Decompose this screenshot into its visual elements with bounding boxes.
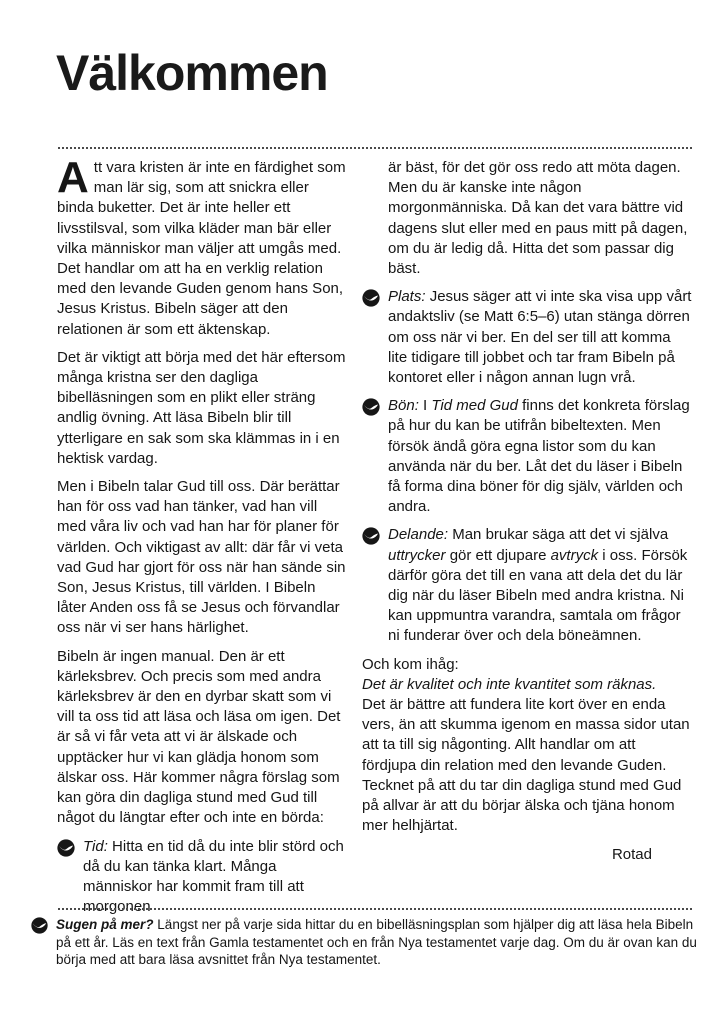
bullet-plats-body: Jesus säger att vi inte ska visa upp vårt andaktsliv (se Matt 6:5–6) utan stänga dörren om oss när vi ber. En del ser till att komma lite tidigare till jobbet och tar fram Bibeln på kontoret eller i någon annan lugn vrå.: [388, 288, 692, 387]
footer-body: Längst ner på varje sida hittar du en bibelläsningsplan som hjälper dig att läsa hela Bibeln på ett år. Läs en text från Gamla testamentet och en från Nya testamentet varje dag. Om du är ovan kan du börja med att bara läsa avsnittet från Nya testamentet.: [56, 917, 697, 967]
bullet-bon-label: Bön:: [388, 397, 419, 415]
bullet-tid-body: Hitta en tid då du inte blir störd och då du kan tänka klart. Många människor har kommit fram till att morgonen: [83, 837, 344, 916]
bullet-tid-continuation: är bäst, för det gör oss redo att möta dagen. Men du är kanske inte någon morgonmänniska. Då kan det vara bättre vid dagens slut eller med en paus mitt på dagen, om du är ledig då. Hitta det som passar dig bäst.: [388, 159, 688, 278]
bullet-tid-label: Tid:: [83, 837, 108, 855]
bullet-tid: [57, 837, 348, 918]
bullet-delande-t1: Man brukar säga att det vi själva: [452, 526, 669, 544]
leaf-circle-icon: [31, 917, 48, 934]
paragraph-god-speaks: Men i Bibeln talar Gud till oss. Där berättar han för oss vad han tänker, vad han vill med våra liv och vad han har för planer för världen. Och viktigast av allt: där får vi veta vad Gud har gjort för oss när han sände sin Son, Jesus Kristus, till världen. I Bibeln låter Anden oss få se Jesus och förvandlar oss när vi ser hans härlighet.: [57, 478, 346, 637]
remember-text: Det är bättre att fundera lite kort över en enda vers, än att skumma igenom en massa sidor utan att ta till sig någonting. Allt handlar om att fördjupa din relation med den levande Guden. Tecknet på att du tar din dagliga stund med Gud på allvar är att du börjar älska och tjäna honom mer helhjärtat.: [362, 696, 690, 835]
leaf-circle-icon: [362, 289, 380, 307]
bullet-bon-pre: I: [423, 397, 428, 415]
leaf-circle-icon: [57, 839, 75, 857]
bullet-plats: [362, 287, 692, 388]
bullet-plats-label: Plats:: [388, 288, 426, 306]
bullet-delande-t2: gör ett djupare: [449, 546, 547, 564]
bullet-delande: [362, 525, 692, 646]
leaf-circle-icon: [362, 527, 380, 545]
footer-text: [56, 916, 701, 969]
bullet-tid-text: [83, 837, 348, 918]
dropcap-letter: A: [57, 153, 89, 202]
column-right: [362, 158, 692, 925]
footer-note: [31, 916, 701, 969]
column-left: [57, 153, 362, 925]
body-columns: [57, 153, 692, 925]
paragraph-duty: Det är viktigt att börja med det här eftersom många kristna ser den dagliga bibelläsningen som en plikt eller sträng andlig övning. Att läsa Bibeln blir till ytterligare en sak som ska klämmas in i en hektisk vardag.: [57, 348, 346, 467]
bullet-delande-text: [388, 525, 692, 646]
emphasis-avtryck: avtryck: [550, 546, 599, 564]
bullet-bon: [362, 396, 692, 517]
page-title: Välkommen: [56, 45, 328, 101]
paragraph-love-letter: Bibeln är ingen manual. Den är ett kärleksbrev. Och precis som med andra kärleksbrev är den en dyrbar skatt som vi vill ta oss tid att läsa och läsa om igen. Det är så vi får veta att vi är älskade och upptäcker hur vi kan glädja honom som älskar oss. Här kommer några förslag som kan göra din dagliga stund med Gud till något du längtar efter och inte en börda:: [57, 647, 341, 827]
bullet-bon-text: [388, 396, 692, 517]
emphasis-uttrycker: uttrycker: [388, 546, 446, 564]
book-title-tid-med-gud: Tid med Gud: [431, 397, 518, 415]
remember-heading: Och kom ihåg:: [362, 655, 459, 673]
signature: Rotad: [611, 845, 652, 863]
bullet-delande-label: Delande:: [388, 526, 449, 544]
intro-paragraph-text: tt vara kristen är inte en färdighet som man lär sig, som att snickra eller binda buketter. Det är inte heller ett livsstilsval, som vilka kläder man bär eller vilka människor man väljer att umgås med. Det handlar om att ha en verklig relation med den levande Guden genom hans Son, Jesus Kristus. Bibeln säger att den relationen är som ett äktenskap.: [57, 159, 346, 338]
remember-motto: Det är kvalitet och inte kvantitet som räknas.: [362, 675, 657, 693]
intro-paragraph: [57, 153, 348, 340]
divider-top: [58, 147, 692, 149]
divider-bottom: [58, 908, 692, 910]
bullet-bon-body: finns det konkreta förslag på hur du kan be utifrån bibeltexten. Men försök ändå göra egna listor som du kan använda när du ber. Låt det du läser i Bibeln få forma dina böner för dig själv, världen och andra.: [388, 397, 690, 516]
bullet-delande-t3: i oss. Försök därför göra det till en vana att dela det du lär dig när du läser Bibeln med andra kristna. Ni kan uppmuntra varandra, samtala om frågor ni funderar över och dela böneämnen.: [388, 546, 688, 645]
footer-lead: Sugen på mer?: [56, 917, 154, 932]
bullet-plats-text: [388, 287, 692, 388]
leaf-circle-icon: [362, 398, 380, 416]
